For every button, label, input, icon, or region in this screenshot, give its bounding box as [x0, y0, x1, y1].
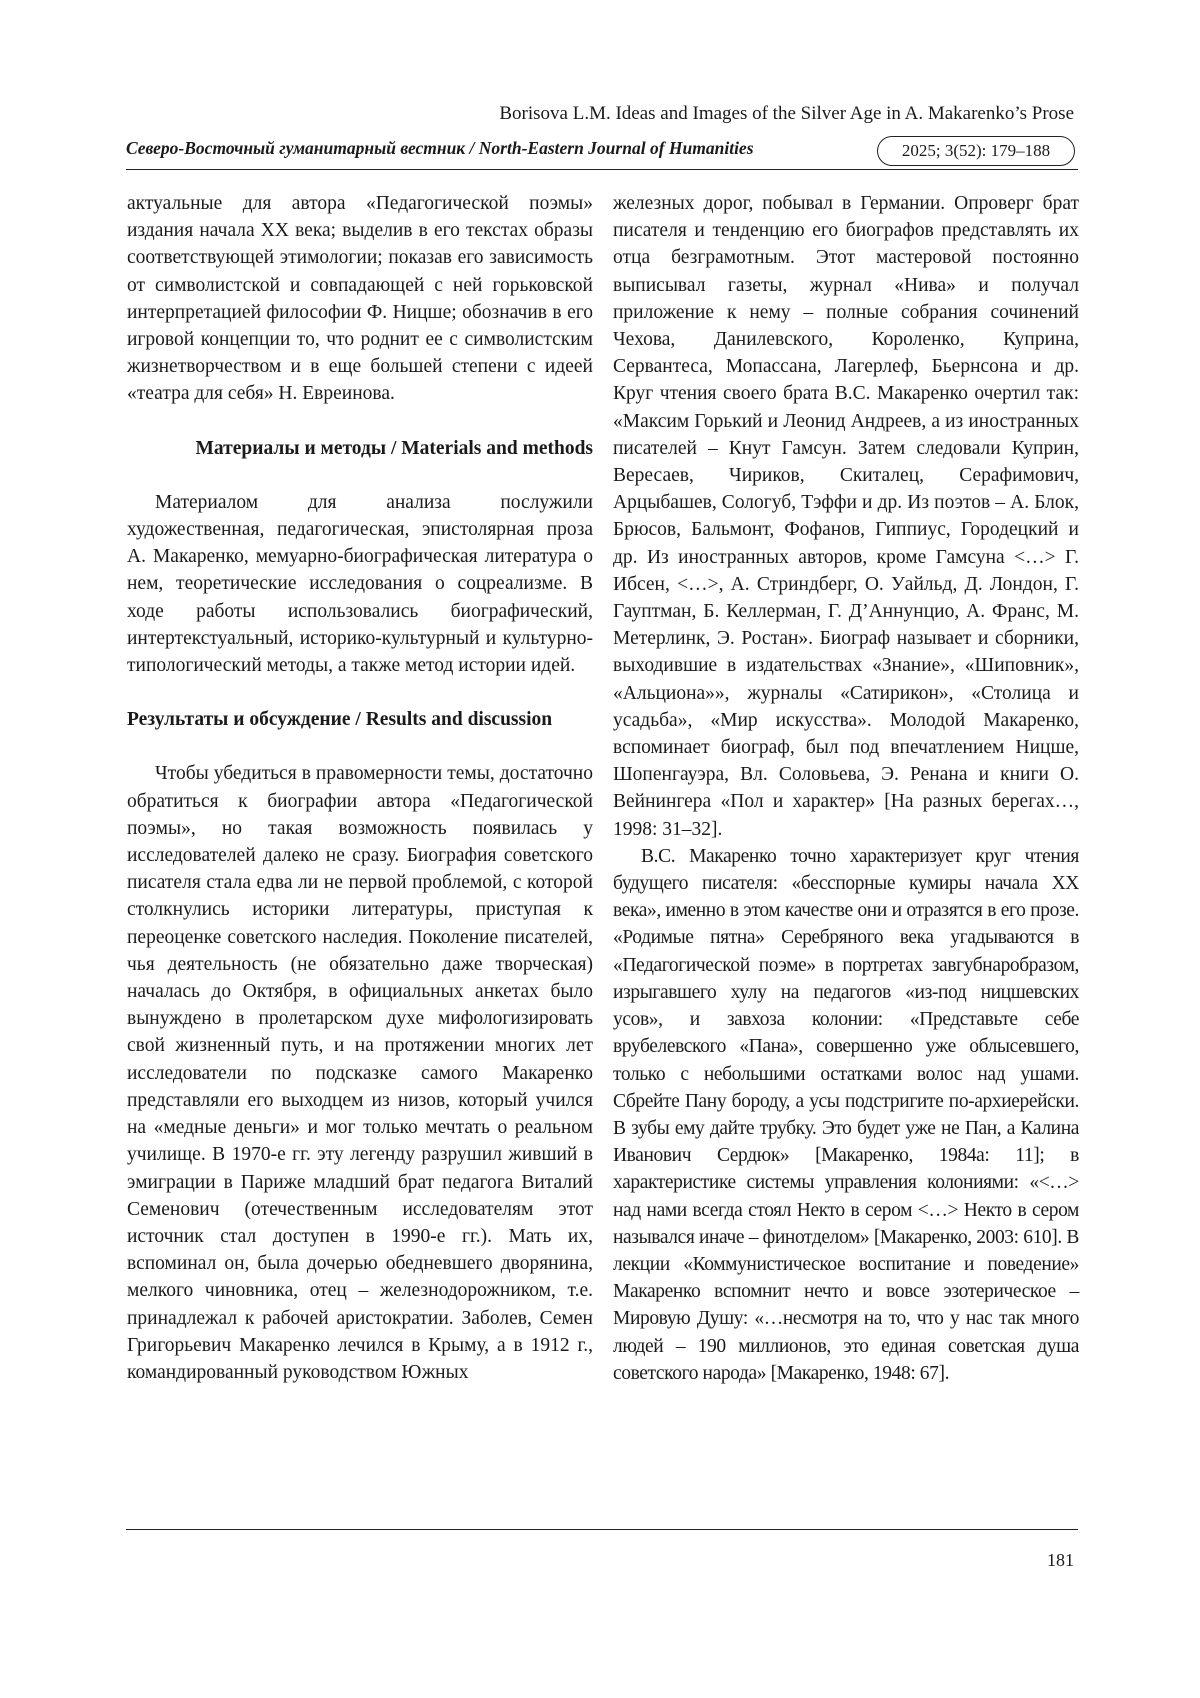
methods-paragraph: Материалом для анализа послужили художественная, педагогическая, эпистолярная проза А. Макаренко, мемуарно-биографическая литература о нем, теоретические исследования о соцреализме. В ходе работы использовались биографический, интертекстуальный, историко-культурный и культурно-типологический методы, а также метод истории идей.: [127, 491, 593, 677]
results-paragraph: Чтобы убедиться в правомерности темы, достаточно обратиться к биографии автора «Педагогической поэмы», но такая возможность появилась у исследователей далеко не сразу. Биография советского писателя стала едва ли не первой проблемой, с которой столкнулись историки литературы, приступая к переоценке советского наследия. Поколение писателей, чья деятельность (не обязательно даже творческая) началась до Октября, в официальных анкетах было вынуждено в пролетарском духе мифологизировать свой жизненный путь, и на протяжении многих лет исследователи по подсказке самого Макаренко представляли его выходцем из низов, который учился на «медные деньги» и мог только мечтать о реальном училище. В 1970-е гг. эту легенду разрушил живший в эмиграции в Париже младший брат педагога Виталий Семенович (отечественным исследователям этот источник стал доступен в 1990-е гг.). Мать их, вспоминал он, была дочерью обедневшего дворянина, мелкого чиновника, отец – железнодорожником, т.е. принадлежал к рабочей аристократии. Заболев, Семен Григорьевич Макаренко лечился в Крыму, а в 1912 г., командированный руководством Южных: [127, 763, 593, 1383]
right-paragraph-1: железных дорог, побывал в Германии. Опроверг брат писателя и тенденцию его биографов представлять их отца безграмотным. Этот мастеровой постоянно выписывал газеты, журнал «Нива» и получал приложение к нему – полные собрания сочинений Чехова, Данилевского, Короленко, Куприна, Сервантеса, Мопассана, Лагерлеф, Бьернсона и др. Круг чтения своего брата В.С. Макаренко очертил так: «Максим Горький и Леонид Андреев, а из иностранных писателей – Кнут Гамсун. Затем следовали Куприн, Вересаев, Чириков, Скиталец, Серафимович, Арцыбашев, Сологуб, Тэффи и др. Из поэтов – А. Блок, Брюсов, Бальмонт, Фофанов, Гиппиус, Городецкий и др. Из иностранных авторов, кроме Гамсуна <…> Г. Ибсен, <…>, А. Стриндберг, О. Уайльд, Д. Лондон, Г. Гауптман, Б. Келлерман, Г. Д’Аннунцио, А. Франс, М. Метерлинк, Э. Ростан». Биограф называет и сборники, выходившие в издательствах «Знание», «Шиповник», «Альциона»», журналы «Сатирикон», «Столица и усадьба», «Мир искусства». Молодой Макаренко, вспоминает биограф, был под впечатлением Ницше, Шопенгауэра, Вл. Соловьева, Э. Ренана и книги О. Вейнингера «Пол и характер» [На разных берегах…, 1998: 31–32].: [613, 193, 1079, 840]
header-divider: [126, 169, 1078, 170]
journal-title: Северо-Восточный гуманитарный вестник / North-Eastern Journal of Humanities: [126, 138, 754, 158]
right-column: [613, 190, 1079, 1387]
footer-divider: [126, 1529, 1078, 1530]
running-title: Borisova L.M. Ideas and Images of the Silver Age in A. Makarenko’s Prose: [499, 103, 1074, 124]
results-heading: Результаты и обсуждение / Results and discussion: [127, 709, 553, 731]
page-number: 181: [1047, 1550, 1074, 1570]
left-column: [127, 190, 593, 1386]
methods-heading: Материалы и методы / Materials and methods: [195, 437, 593, 459]
right-paragraph-2: В.С. Макаренко точно характеризует круг чтения будущего писателя: «бесспорные кумиры начала XX века», именно в этом качестве они и отразятся в его прозе. «Родимые пятна» Серебряного века угадываются в «Педагогической поэме» в портретах завгубнаробразом, изрыгавшего хулу на педагогов «из-под ницшевских усов», и завхоза колонии: «Представьте себе врубелевского «Пана», совершенно уже облысевшего, только с небольшими остатками волос над ушами. Сбрейте Пану бороду, а усы подстригите по-архиерейски. В зубы ему дайте трубку. Это будет уже не Пан, а Калина Иванович Сердюк» [Макаренко, 1984а: 11]; в характеристике системы управления колониями: «<…> над нами всегда стоял Некто в сером <…> Некто в сером назывался иначе – финотделом» [Макаренко, 2003: 610]. В лекции «Коммунистическое воспитание и поведение» Макаренко вспомнит нечто и вовсе эзотерическое – Мировую Душу: «…несмотря на то, что у нас так много людей – 190 миллионов, это единая советская душа советского народа» [Макаренко, 1948: 67].: [613, 845, 1079, 1384]
intro-paragraph: актуальные для автора «Педагогической поэмы» издания начала XX века; выделив в его текстах образы соответствующей этимологии; показав его зависимость от символистской и совпадающей с ней горьковской интерпретацией философии Ф. Ницше; обозначив в его игровой концепции то, что роднит ее с символистским жизнетворчеством и в еще большей степени с идеей «театра для себя» Н. Евреинова.: [127, 193, 593, 405]
issue-badge: 2025; 3(52): 179–188: [877, 136, 1075, 166]
